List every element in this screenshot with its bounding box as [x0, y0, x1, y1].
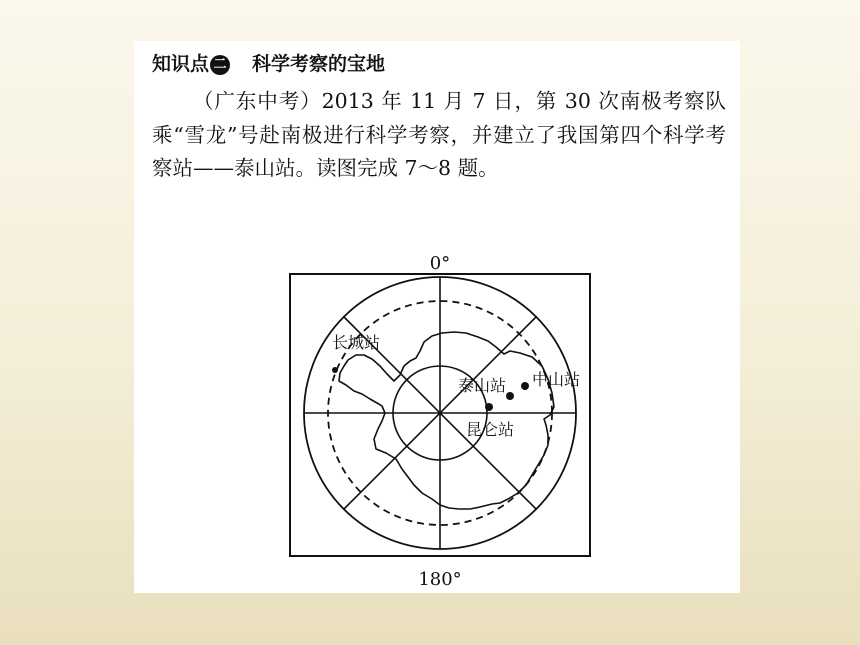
taishan-station-label: 泰山站 [458, 376, 507, 395]
section-number-badge: 二 [210, 55, 230, 75]
changcheng-station-marker [332, 367, 338, 373]
question-text: （广东中考）2013 年 11 月 7 日，第 30 次南极考察队乘“雪龙”号赴南极进行科学考察，并建立了我国第四个科学考察站——泰山站。读图完成 7～8 题。 [152, 89, 726, 180]
changcheng-station-label: 长城站 [332, 333, 381, 352]
question-card [134, 41, 740, 593]
section-heading-label: 知识点 [152, 53, 210, 75]
zhongshan-station-label: 中山站 [532, 370, 581, 389]
kunlun-station-marker [485, 403, 493, 411]
zhongshan-station-marker [521, 382, 529, 390]
longitude-label-top: 0° [429, 253, 451, 274]
kunlun-station-label: 昆仑站 [466, 420, 515, 439]
section-topic: 科学考察的宝地 [252, 53, 386, 75]
antarctica-map [134, 41, 740, 593]
taishan-station-marker [506, 392, 514, 400]
longitude-label-bottom: 180° [418, 569, 462, 590]
